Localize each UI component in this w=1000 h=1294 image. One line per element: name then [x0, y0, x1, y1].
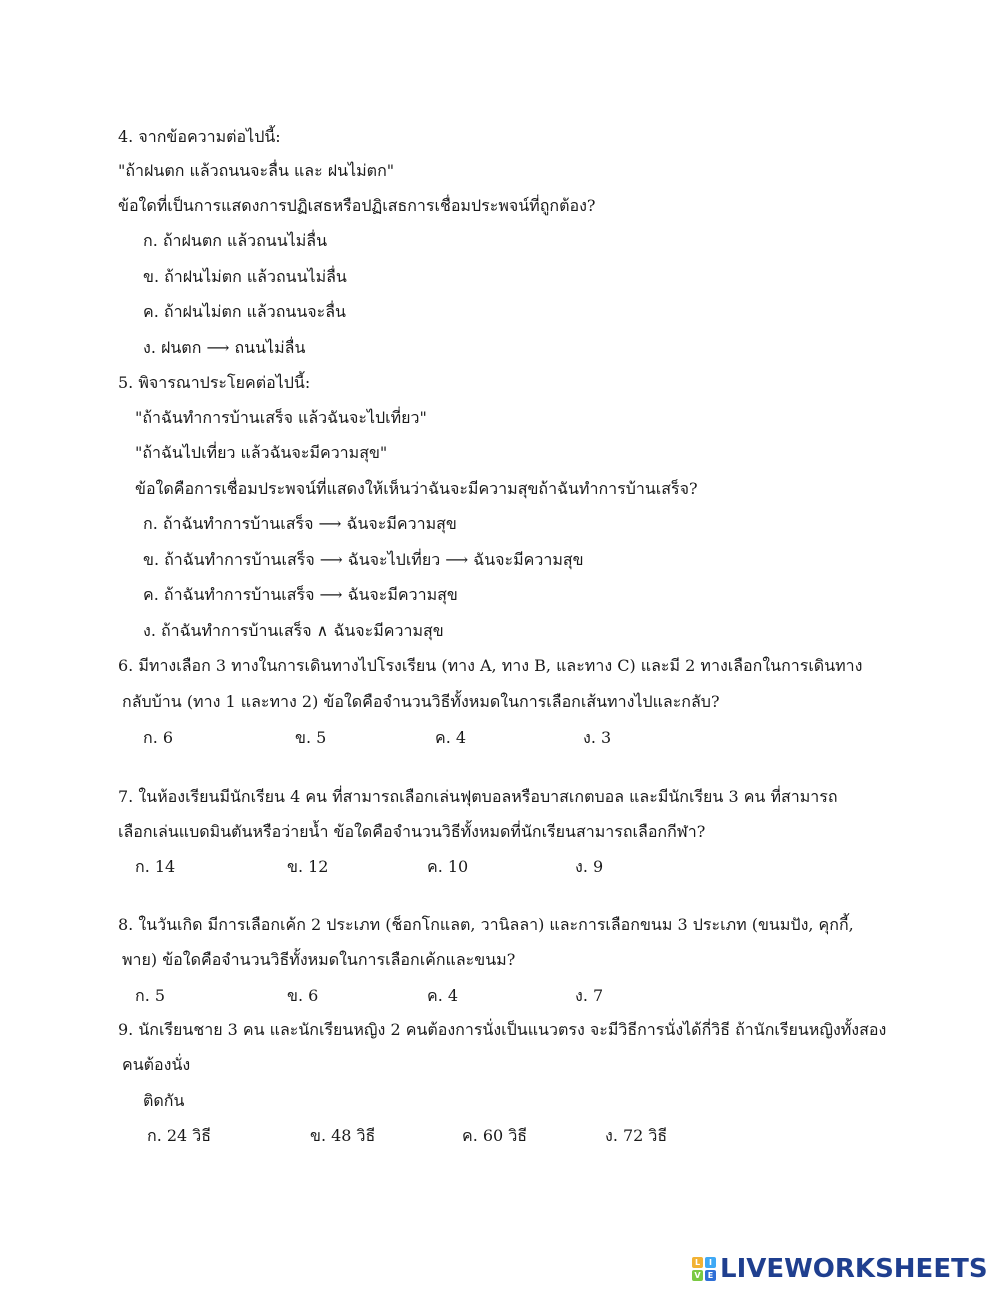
q9-line-3: ติดกัน: [143, 1091, 185, 1110]
q6-line-1: 6. มีทางเลือก 3 ทางในการเดินทางไปโรงเรียน (ทาง A, ทาง B, และทาง C) และมี 2 ทางเลือกในการเดินทาง: [118, 656, 863, 675]
q8-option-d: ง. 7: [575, 986, 604, 1005]
q7-option-a: ก. 14: [135, 857, 176, 876]
q7-option-d: ง. 9: [575, 857, 604, 876]
q4-prompt: ข้อใดที่เป็นการแสดงการปฏิเสธหรือปฏิเสธการเชื่อมประพจน์ที่ถูกต้อง?: [118, 196, 596, 215]
q6-option-c: ค. 4: [435, 728, 467, 747]
q6-line-2: กลับบ้าน (ทาง 1 และทาง 2) ข้อใดคือจำนวนวิธีทั้งหมดในการเลือกเส้นทางไปและกลับ?: [122, 692, 720, 711]
q4-quote: "ถ้าฝนตก แล้วถนนจะลื่น และ ฝนไม่ตก": [118, 161, 395, 180]
q8-option-c: ค. 4: [427, 986, 459, 1005]
q8-line-2: พาย) ข้อใดคือจำนวนวิธีทั้งหมดในการเลือกเค้กและขนม?: [122, 950, 516, 969]
q6-option-d: ง. 3: [583, 728, 612, 747]
q7-option-b: ข. 12: [287, 857, 329, 876]
q4-option-c: ค. ถ้าฝนไม่ตก แล้วถนนจะลื่น: [143, 302, 346, 321]
q5-option-c: ค. ถ้าฉันทำการบ้านเสร็จ ⟶ ฉันจะมีความสุข: [143, 585, 458, 604]
q4-question: 4. จากข้อความต่อไปนี้:: [118, 127, 281, 146]
q5-option-b: ข. ถ้าฉันทำการบ้านเสร็จ ⟶ ฉันจะไปเที่ยว ⟶ ฉันจะมีความสุข: [143, 550, 584, 569]
q9-line-1: 9. นักเรียนชาย 3 คน และนักเรียนหญิง 2 คนต้องการนั่งเป็นแนวตรง จะมีวิธีการนั่งได้กี่วิธี ถ้านักเรียนหญิงทั้งสอง: [118, 1020, 887, 1039]
liveworksheets-logo[interactable]: [692, 1254, 988, 1284]
q7-line-2: เลือกเล่นแบดมินตันหรือว่ายน้ำ ข้อใดคือจำนวนวิธีทั้งหมดที่นักเรียนสามารถเลือกกีฬา?: [118, 822, 706, 841]
q9-option-a: ก. 24 วิธี: [147, 1126, 212, 1145]
q5-quote-1: "ถ้าฉันทำการบ้านเสร็จ แล้วฉันจะไปเที่ยว": [135, 408, 427, 427]
q8-option-a: ก. 5: [135, 986, 166, 1005]
q5-option-a: ก. ถ้าฉันทำการบ้านเสร็จ ⟶ ฉันจะมีความสุข: [143, 514, 457, 533]
q5-option-d: ง. ถ้าฉันทำการบ้านเสร็จ ∧ ฉันจะมีความสุข: [143, 621, 444, 640]
q6-option-a: ก. 6: [143, 728, 174, 747]
q9-option-c: ค. 60 วิธี: [462, 1126, 528, 1145]
q6-option-b: ข. 5: [295, 728, 327, 747]
q4-option-b: ข. ถ้าฝนไม่ตก แล้วถนนไม่ลื่น: [143, 267, 347, 286]
q9-option-d: ง. 72 วิธี: [605, 1126, 668, 1145]
q9-option-b: ข. 48 วิธี: [310, 1126, 376, 1145]
q5-prompt: ข้อใดคือการเชื่อมประพจน์ที่แสดงให้เห็นว่าฉันจะมีความสุขถ้าฉันทำการบ้านเสร็จ?: [135, 479, 698, 498]
q4-option-a: ก. ถ้าฝนตก แล้วถนนไม่ลื่น: [143, 231, 328, 250]
q8-option-b: ข. 6: [287, 986, 319, 1005]
q9-line-2: คนต้องนั่ง: [122, 1055, 191, 1074]
logo-blocks-icon: L I V E: [692, 1257, 716, 1281]
q4-option-d: ง. ฝนตก ⟶ ถนนไม่ลื่น: [143, 338, 306, 357]
q7-line-1: 7. ในห้องเรียนมีนักเรียน 4 คน ที่สามารถเลือกเล่นฟุตบอลหรือบาสเกตบอล และมีนักเรียน 3 คน ที่สามารถ: [118, 787, 838, 806]
q7-option-c: ค. 10: [427, 857, 469, 876]
q8-line-1: 8. ในวันเกิด มีการเลือกเค้ก 2 ประเภท (ช็อกโกแลต, วานิลลา) และการเลือกขนม 3 ประเภท (ขนมปัง, คุกกี้,: [118, 915, 854, 934]
logo-text: LIVEWORKSHEETS: [720, 1254, 988, 1284]
q5-question: 5. พิจารณาประโยคต่อไปนี้:: [118, 373, 311, 392]
q5-quote-2: "ถ้าฉันไปเที่ยว แล้วฉันจะมีความสุข": [135, 443, 388, 462]
